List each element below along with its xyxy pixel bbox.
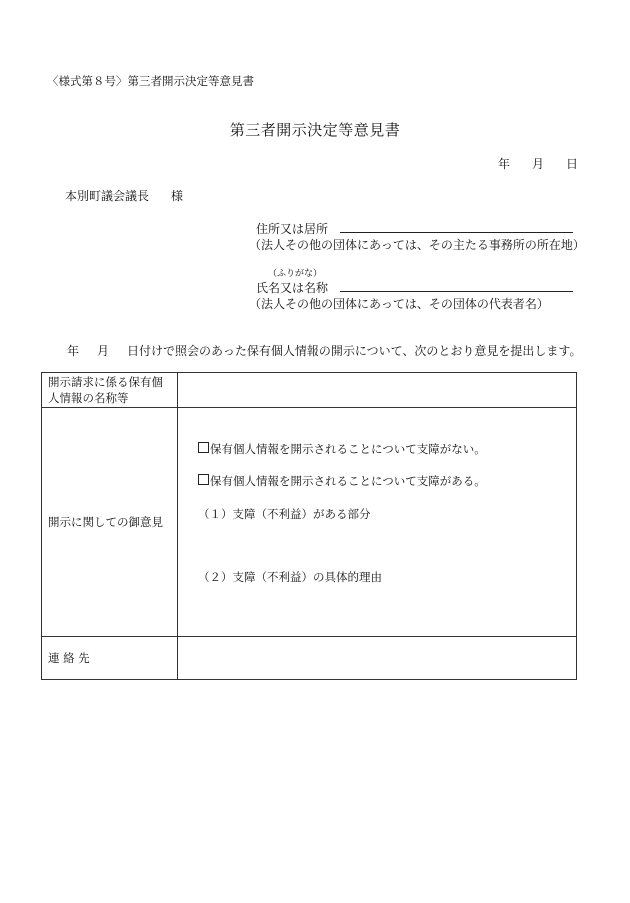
document-title: 第三者開示決定等意見書 [229,121,401,139]
date-day: 日 [565,157,578,171]
table-row [42,637,577,680]
sub-item-affected-part: （１）支障（不利益）がある部分 [198,507,371,521]
form-number-label: 〈様式第８号〉第三者開示決定等意見書 [47,74,254,88]
statement-text: 日付けで照会のあった保有個人情報の開示について、次のとおり意見を提出します。 [127,344,582,358]
date-year: 年 [497,157,510,171]
name-note: （法人その他の団体にあっては、その団体の代表者名） [249,297,549,311]
table-row [42,408,577,637]
address-input-line[interactable] [340,232,573,233]
addressee-name: 本別町議会議長 [65,189,150,203]
addressee-honorific: 様 [171,189,184,203]
name-label: 氏名又は名称 [256,281,329,295]
addressee [65,187,183,204]
date-month: 月 [531,157,544,171]
statement-month: 月 [97,344,110,358]
submission-statement [67,342,581,359]
address-note: （法人その他の団体にあっては、その主たる事務所の所在地） [249,238,585,252]
checkbox-icon[interactable] [198,442,209,453]
opinion-table [41,372,577,680]
info-name-header: 開示請求に係る保有個人情報の名称等 [42,373,178,408]
option-impediment[interactable]: 保有個人情報を開示されることについて支障がある。 [198,473,486,489]
date-line [498,155,578,172]
contact-cell[interactable] [178,637,577,680]
option-no-impediment[interactable]: 保有個人情報を開示されることについて支障がない。 [198,441,486,457]
table-row [42,373,577,408]
sub-item-specific-reason: （２）支障（不利益）の具体的理由 [198,570,382,584]
info-name-cell[interactable] [178,373,577,408]
checkbox-icon[interactable] [198,474,209,485]
contact-header: 連 絡 先 [42,637,178,680]
opinion-header: 開示に関しての御意見 [42,408,178,637]
furigana-label: （ふりがな） [268,269,323,279]
address-label: 住所又は居所 [256,222,329,236]
opinion-cell[interactable] [178,408,577,637]
statement-year: 年 [67,344,80,358]
name-input-line[interactable] [340,291,573,292]
